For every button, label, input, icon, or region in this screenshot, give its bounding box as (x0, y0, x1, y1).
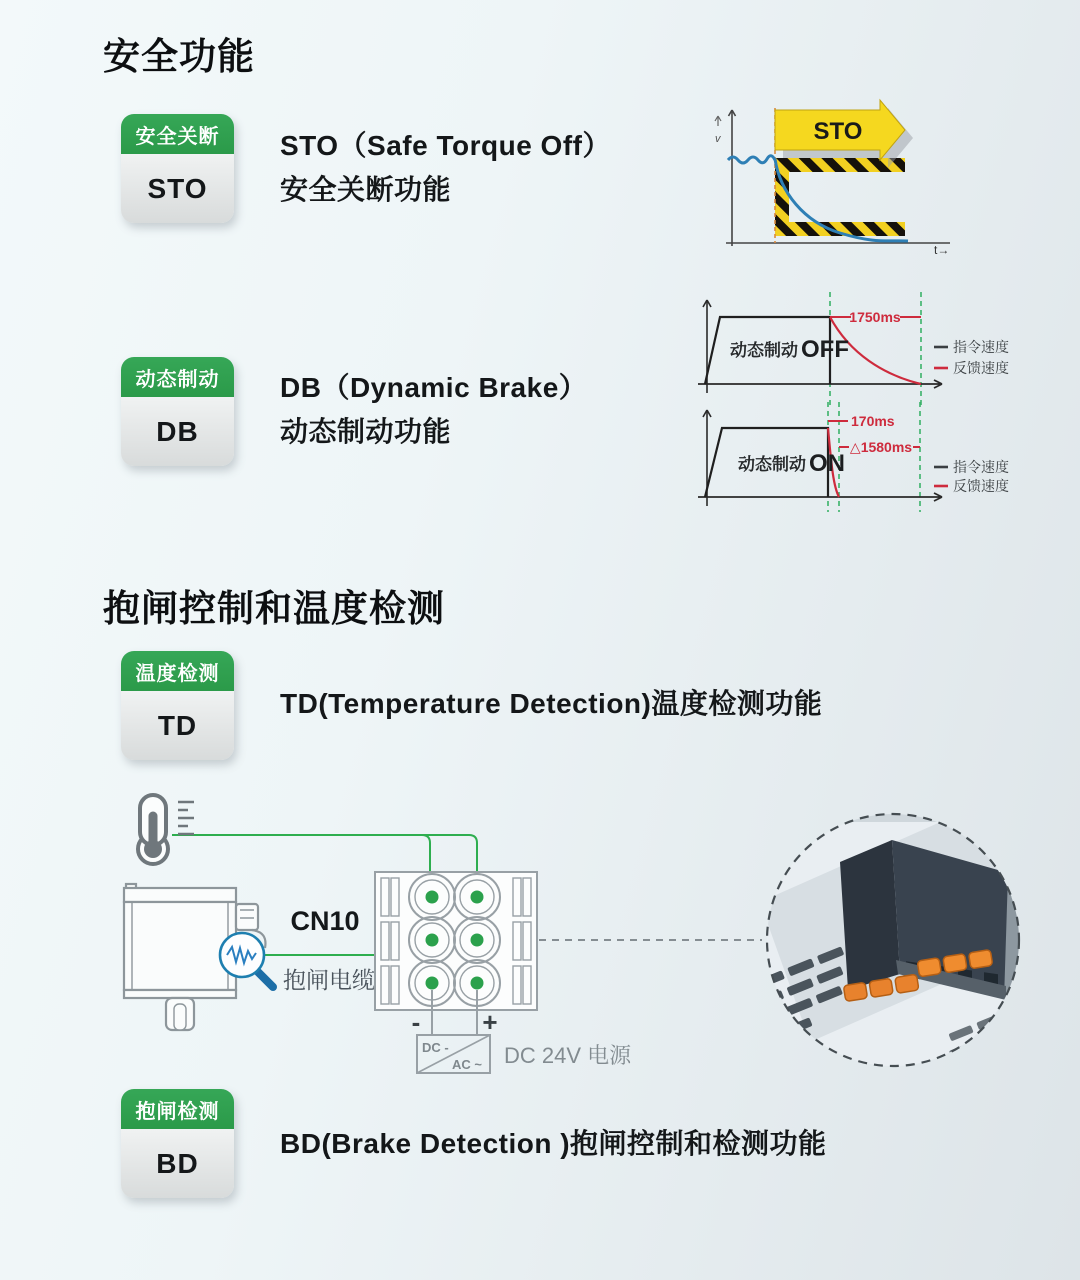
psu-dc-label: DC - (422, 1040, 449, 1055)
db-off-chart (698, 292, 1009, 408)
x-axis-label: t→ (934, 243, 950, 257)
card-tag: 安全关断 (121, 114, 234, 154)
legend (934, 459, 1009, 494)
state-label: ON (809, 450, 845, 477)
feature-card-bd (121, 1089, 234, 1198)
feature-card-db (121, 357, 234, 466)
sto-stop-graphic (712, 94, 964, 262)
thermometer-icon (138, 795, 194, 864)
feature-card-td (121, 651, 234, 760)
x-axis (698, 380, 942, 388)
section-title-brake-temp: 抱闸控制和温度检测 (103, 588, 445, 629)
desc-line: 动态制动功能 (280, 416, 452, 447)
feature-desc-db (280, 366, 587, 454)
time-label: 1750ms (849, 309, 901, 325)
cable-label: 抱闸电缆 (283, 967, 375, 993)
plus-label: + (482, 1007, 498, 1037)
legend-command-label: 指令速度 (953, 339, 1009, 355)
sto-arrow (775, 100, 913, 168)
y-axis-label: v (715, 133, 721, 145)
desc-line: 安全关断功能 (280, 174, 452, 205)
psu-label: DC 24V 电源 (504, 1043, 632, 1068)
feature-desc-bd (280, 1122, 827, 1166)
card-tag: 温度检测 (121, 651, 234, 691)
time-label: 170ms (851, 413, 895, 429)
minus-label: - (411, 1007, 421, 1037)
time-label: △1580ms (849, 439, 913, 455)
state-label: OFF (801, 336, 849, 363)
v-arrow-icon (715, 116, 721, 126)
dynamic-brake-charts (682, 290, 1027, 518)
sto-arrow-label: STO (813, 118, 863, 145)
connector-photo (735, 800, 1060, 1066)
card-tag: 动态制动 (121, 357, 234, 397)
desc-line: TD(Temperature Detection)温度检测功能 (280, 688, 823, 719)
feature-desc-td (280, 682, 822, 726)
x-axis (698, 493, 942, 501)
state-label-prefix: 动态制动 (738, 455, 806, 474)
hazard-bar-top (775, 158, 905, 172)
section-title-safety: 安全功能 (103, 36, 255, 77)
legend-command-label: 指令速度 (953, 459, 1009, 475)
card-code: TD (121, 691, 234, 760)
cn10-wiring-diagram (100, 782, 1060, 1084)
card-code: BD (121, 1129, 234, 1198)
feature-desc-sto (280, 124, 611, 212)
power-supply-box (417, 1035, 490, 1073)
legend-feedback-label: 反馈速度 (953, 360, 1009, 376)
legend-feedback-label: 反馈速度 (953, 478, 1009, 494)
desc-line: BD(Brake Detection )抱闸控制和检测功能 (280, 1128, 827, 1159)
terminal-block (375, 872, 537, 1010)
card-code: STO (121, 154, 234, 223)
card-tag: 抱闸检测 (121, 1089, 234, 1129)
legend (934, 339, 1009, 376)
card-code: DB (121, 397, 234, 466)
state-label-prefix: 动态制动 (730, 341, 798, 360)
db-on-chart (698, 402, 1009, 512)
psu-ac-label: AC ~ (452, 1057, 482, 1072)
feature-card-sto (121, 114, 234, 223)
desc-line: STO（Safe Torque Off） (280, 130, 611, 161)
desc-line: DB（Dynamic Brake） (280, 372, 588, 403)
connector-label: CN10 (290, 906, 360, 936)
